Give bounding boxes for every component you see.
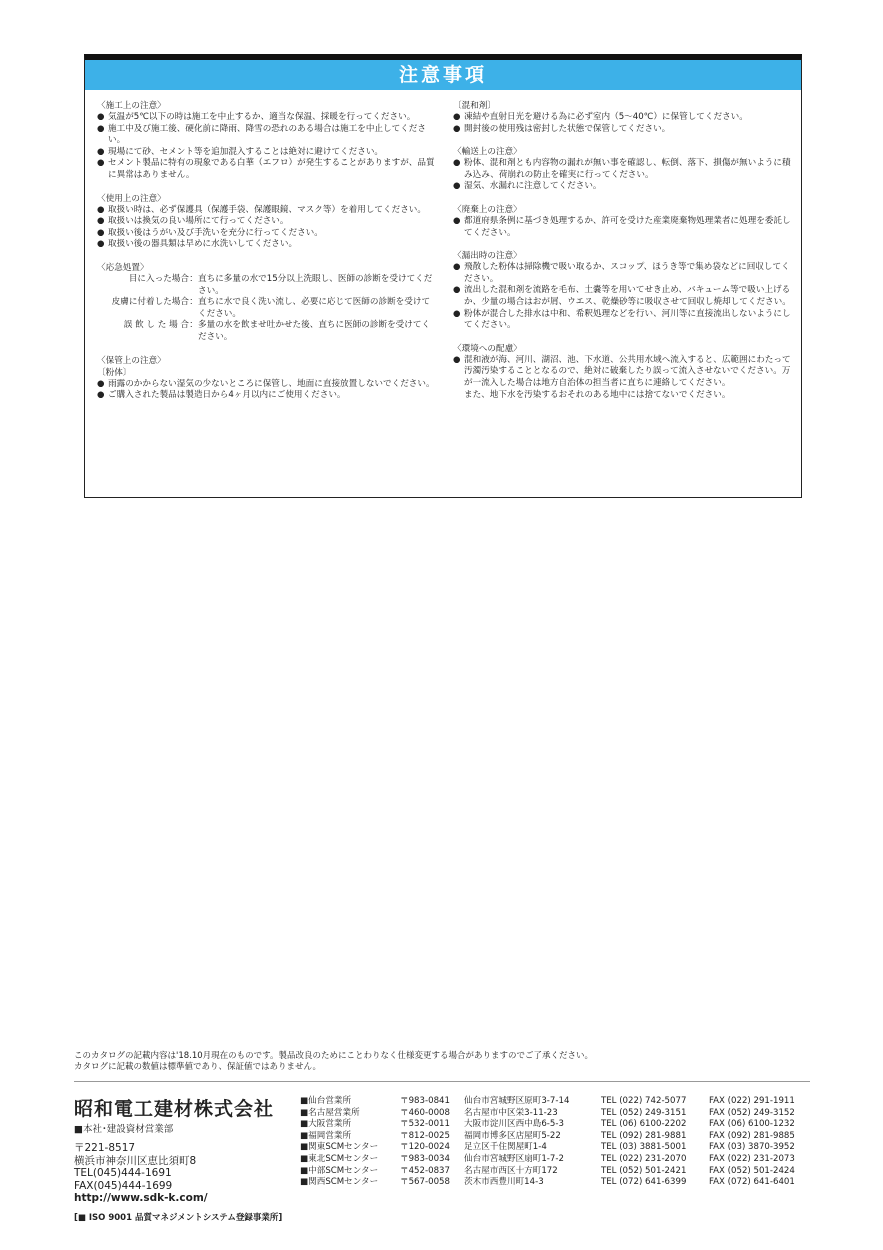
disposal-notes-section: [453, 204, 793, 239]
section-heading: 〈応急処置〉: [97, 262, 149, 273]
list-item: ● 現場にて砂、セメント等を追加混入することは絶対に避けてください。: [97, 147, 437, 159]
list-item: ● 取扱い後はうがい及び手洗いを充分に行ってください。: [97, 228, 437, 240]
notice-left-column: [97, 100, 437, 413]
notice-title: 注意事項: [85, 60, 801, 90]
branch-name: ■ 名古屋営業所: [300, 1108, 400, 1120]
branch-tel: TEL (03) 3881-5001: [601, 1142, 687, 1153]
section-heading: 〈施工上の注意〉: [97, 101, 166, 111]
branch-zip: 〒812-0025: [400, 1130, 450, 1141]
first-aid-row: [107, 297, 437, 320]
branch-tel: TEL (06) 6100-2202: [601, 1119, 687, 1130]
list-item: ● 気温が5℃以下の時は施工を中止するか、適当な保温、採暖を行ってください。: [97, 112, 437, 124]
branch-address: 仙台市宮城野区原町3-7-14: [464, 1096, 570, 1106]
spill-notes-section: [453, 250, 793, 332]
branch-zip: 〒452-0837: [400, 1165, 450, 1176]
construction-notes-section: [97, 100, 437, 182]
list-item: ● 粉体、混和剤とも内容物の漏れが無い事を確認し、転倒、落下、損傷が無いように積み込み、荷崩れの防止を確実に行ってください。: [453, 158, 793, 181]
branch-zip: 〒983-0034: [400, 1153, 450, 1164]
branch-zip: 〒460-0008: [400, 1107, 450, 1118]
colon-separator: ：: [189, 320, 198, 331]
admixture-storage-section: [453, 100, 793, 135]
branch-fax: FAX (092) 281-9885: [709, 1130, 795, 1141]
branch-name: ■ 仙台営業所: [300, 1096, 400, 1108]
list-item: ● 取扱いは換気の良い場所にて行ってください。: [97, 216, 437, 228]
list-item: ● ご購入された製品は製造日から4ヶ月以内にご使用ください。: [97, 390, 437, 402]
branch-zip: 〒120-0024: [400, 1142, 450, 1153]
list-item: ● 取扱い時は、必ず保護具（保護手袋、保護眼鏡、マスク等）を着用してください。: [97, 205, 437, 217]
branch-address: 仙台市宮城野区扇町1-7-2: [464, 1153, 564, 1164]
first-aid-section: [97, 262, 437, 344]
headquarters-info: [74, 1124, 208, 1204]
colon-separator: ：: [189, 273, 198, 284]
list-item: ● 流出した混和剤を流路を毛布、土嚢等を用いてせき止め、バキューム等で吸い上げるか、少量の場合はおが屑、ウエス、乾燥砂等に吸収させて回収し焼却してください。: [453, 285, 793, 308]
section-heading: 〈輸送上の注意〉: [453, 147, 522, 158]
branch-address: 大阪市淀川区西中島6-5-3: [464, 1119, 564, 1130]
branch-zip: 〒567-0058: [400, 1177, 450, 1188]
section-heading: 〈使用上の注意〉: [97, 193, 166, 204]
branch-name: ■ 福岡営業所: [300, 1131, 400, 1143]
section-heading: 〈環境への配慮〉: [453, 343, 522, 354]
list-item: ● 混和液が海、河川、湖沼、池、下水道、公共用水域へ流入すると、広範囲にわたって汚濁汚染することとなるので、絶対に破棄したり誤って流入させないでください。万が一流入した場合は地方自治体の担当者に直ちに連絡してください。: [453, 355, 793, 390]
disclaimer-line: カタログに記載の数値は標準値であり、保証値ではありません。: [74, 1062, 322, 1072]
first-aid-text: 直ちに水で良く洗い流し、必要に応じて医師の診断を受けてください。: [198, 297, 431, 319]
section-heading: 〈漏出時の注意〉: [453, 251, 522, 262]
branch-name: ■ 関西SCMセンター: [300, 1177, 400, 1189]
first-aid-label: 目に入った場合: [128, 273, 189, 284]
usage-notes-section: [97, 193, 437, 251]
environment-note: また、地下水を汚染するおそれのある地中には捨てないでください。: [464, 389, 731, 400]
disclaimer-line: このカタログの記載内容は'18.10月現在のものです。製品改良のためにことわりなく仕様変更する場合がありますのでご了承ください。: [74, 1051, 593, 1061]
list-item: ● 開封後の使用残は密封した状態で保管してください。: [453, 124, 793, 136]
section-heading: 〈廃棄上の注意〉: [453, 204, 522, 215]
catalog-disclaimer: [74, 1051, 814, 1073]
notice-right-column: [453, 100, 793, 412]
first-aid-row: [107, 274, 437, 297]
hq-zip: 〒221-8517: [74, 1142, 136, 1155]
branch-row: [300, 1108, 819, 1120]
first-aid-label: 誤 飲 し た 場 合: [123, 320, 189, 331]
branch-fax: FAX (052) 249-3152: [709, 1107, 795, 1118]
branch-name: ■ 中部SCMセンター: [300, 1166, 400, 1178]
branch-address: 茨木市西豊川町14-3: [464, 1177, 544, 1188]
section-subheading: 〔粉体〕: [97, 367, 132, 378]
branch-address: 足立区千住関屋町1-4: [464, 1142, 547, 1153]
storage-notes-section: [97, 355, 437, 402]
section-heading: 〔混和剤〕: [453, 101, 496, 111]
list-item: ● 凍結や直射日光を避ける為に必ず室内（5〜40℃）に保管してください。: [453, 112, 793, 124]
list-item: ● 都道府県条例に基づき処理するか、許可を受けた産業廃棄物処理業者に処理を委託してください。: [453, 216, 793, 239]
footer-divider: [74, 1081, 810, 1082]
branch-row: [300, 1166, 819, 1178]
hq-fax: FAX(045)444-1699: [74, 1179, 173, 1192]
branch-fax: FAX (022) 291-1911: [709, 1096, 795, 1106]
first-aid-row: [107, 320, 437, 343]
company-name: 昭和電工建材株式会社: [74, 1098, 275, 1120]
list-item: ● 施工中及び施工後、硬化前に降雨、降雪の恐れのある場合は施工を中止してください。: [97, 124, 437, 147]
list-item: ● セメント製品に特有の現象である白華（エフロ）が発生することがありますが、品質に異常はありません。: [97, 158, 437, 181]
first-aid-label: 皮膚に付着した場合: [111, 297, 189, 308]
hq-tel: TEL(045)444-1691: [74, 1167, 172, 1180]
branch-row: [300, 1154, 819, 1166]
branch-name: ■ 関東SCMセンター: [300, 1142, 400, 1154]
hq-name: ■本社･建設資材営業部: [74, 1124, 174, 1135]
branch-tel: TEL (022) 231-2070: [601, 1153, 687, 1164]
list-item: ● 飛散した粉体は掃除機で吸い取るか、スコップ、ほうき等で集め袋などに回収してください。: [453, 262, 793, 285]
iso-certification: [■ ISO 9001 品質マネジメントシステム登録事業所]: [74, 1213, 283, 1223]
branch-tel: TEL (022) 742-5077: [601, 1096, 687, 1106]
branch-fax: FAX (052) 501-2424: [709, 1165, 795, 1176]
branch-tel: TEL (052) 501-2421: [601, 1165, 687, 1176]
branch-row: [300, 1119, 819, 1131]
branch-tel: TEL (052) 249-3151: [601, 1107, 687, 1118]
section-heading: 〈保管上の注意〉: [97, 355, 166, 366]
notice-box: [84, 54, 802, 498]
branch-fax: FAX (022) 231-2073: [709, 1153, 795, 1164]
list-item: ● 粉体が混合した排水は中和、希釈処理などを行い、河川等に直接流出しないようにしてください。: [453, 309, 793, 332]
branch-tel: TEL (072) 641-6399: [601, 1177, 687, 1188]
hq-address: 横浜市神奈川区恵比須町8: [74, 1154, 197, 1167]
first-aid-text: 多量の水を飲ませ吐かせた後、直ちに医師の診断を受けてください。: [198, 320, 431, 342]
branch-fax: FAX (072) 641-6401: [709, 1177, 795, 1188]
branch-zip: 〒983-0841: [400, 1096, 450, 1106]
branch-address: 福岡市博多区店屋町5-22: [464, 1130, 561, 1141]
branch-row: [300, 1177, 819, 1189]
branch-list: [300, 1096, 819, 1189]
branch-name: ■ 東北SCMセンター: [300, 1154, 400, 1166]
branch-zip: 〒532-0011: [400, 1119, 450, 1130]
first-aid-text: 直ちに多量の水で15分以上洗眼し、医師の診断を受けてください。: [198, 273, 433, 296]
transport-notes-section: [453, 146, 793, 193]
branch-address: 名古屋市西区十方町172: [464, 1165, 558, 1176]
branch-row: [300, 1096, 819, 1108]
branch-fax: FAX (03) 3870-3952: [709, 1142, 795, 1153]
list-item: ● 湿気、水漏れに注意してください。: [453, 181, 793, 193]
branch-name: ■ 大阪営業所: [300, 1119, 400, 1131]
list-item: ● 雨露のかからない湿気の少ないところに保管し、地面に直接放置しないでください。: [97, 379, 437, 391]
branch-fax: FAX (06) 6100-1232: [709, 1119, 795, 1130]
branch-address: 名古屋市中区栄3-11-23: [464, 1107, 558, 1118]
branch-tel: TEL (092) 281-9881: [601, 1130, 687, 1141]
list-item: ● 取扱い後の器具類は早めに水洗いしてください。: [97, 239, 437, 251]
colon-separator: ：: [189, 297, 198, 308]
branch-row: [300, 1142, 819, 1154]
environment-notes-section: [453, 343, 793, 401]
website-link[interactable]: http://www.sdk-k.com/: [74, 1192, 208, 1205]
branch-row: [300, 1131, 819, 1143]
